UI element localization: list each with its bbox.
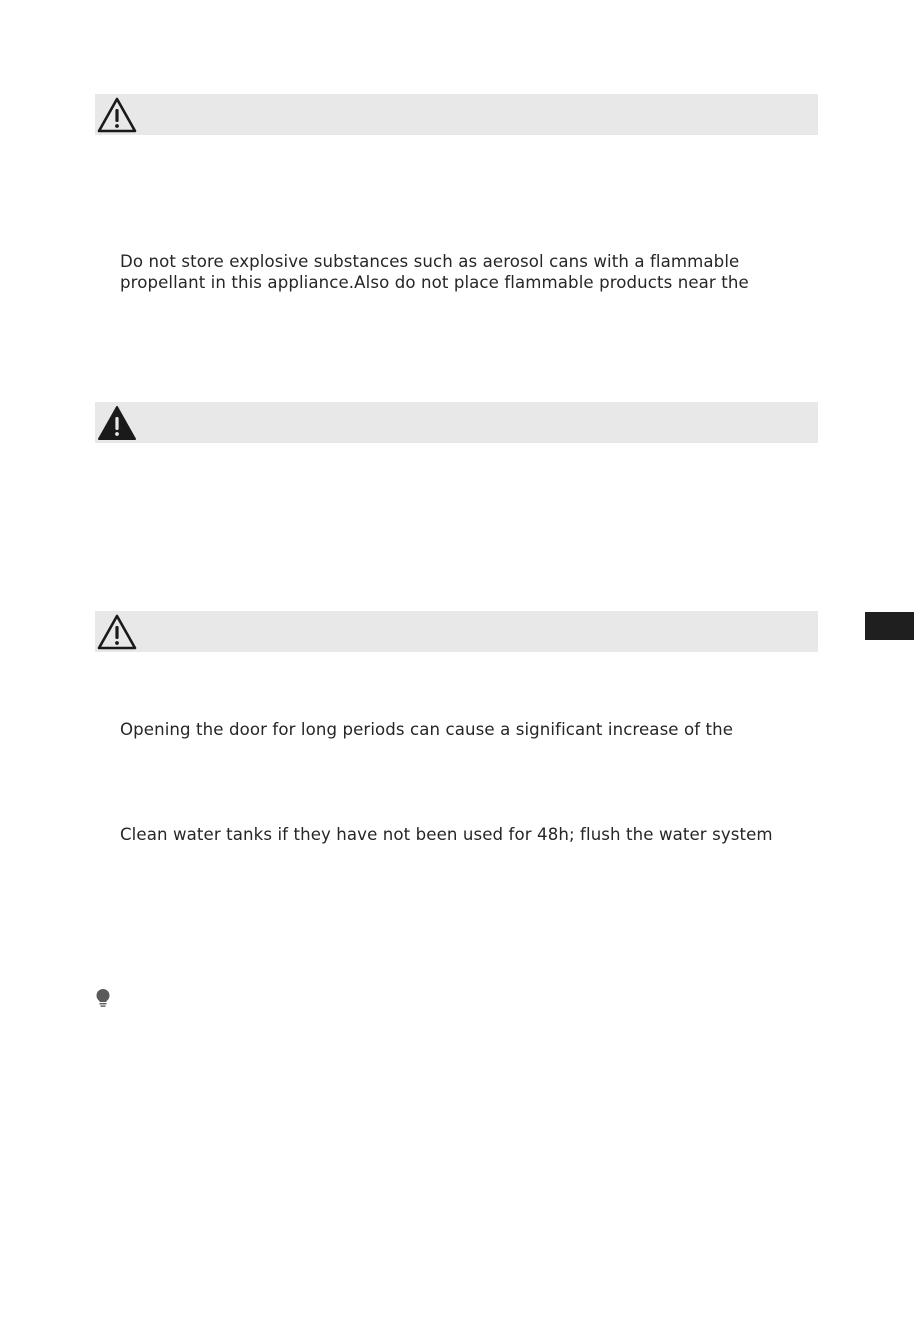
warning-header-bar <box>95 402 818 443</box>
warning-outline-icon <box>97 614 137 650</box>
paragraph-line: Opening the door for long periods can cause a significant increase of the <box>120 720 734 739</box>
paragraph-door-opening <box>120 719 810 740</box>
paragraph-line: Clean water tanks if they have not been used for 48h; flush the water system <box>120 825 773 844</box>
paragraph-line: Do not store explosive substances such as aerosol cans with a flammable <box>120 252 740 271</box>
warning-header-bar <box>95 611 818 652</box>
warning-outline-icon <box>97 97 137 133</box>
paragraph-water-tanks <box>120 824 810 845</box>
section-side-tab <box>865 612 914 640</box>
paragraph-line: propellant in this appliance.Also do not place flammable products near the <box>120 273 749 292</box>
lightbulb-icon <box>94 988 112 1008</box>
warning-header-bar <box>95 94 818 135</box>
paragraph-explosive-substances <box>120 251 810 293</box>
warning-filled-icon <box>97 405 137 441</box>
